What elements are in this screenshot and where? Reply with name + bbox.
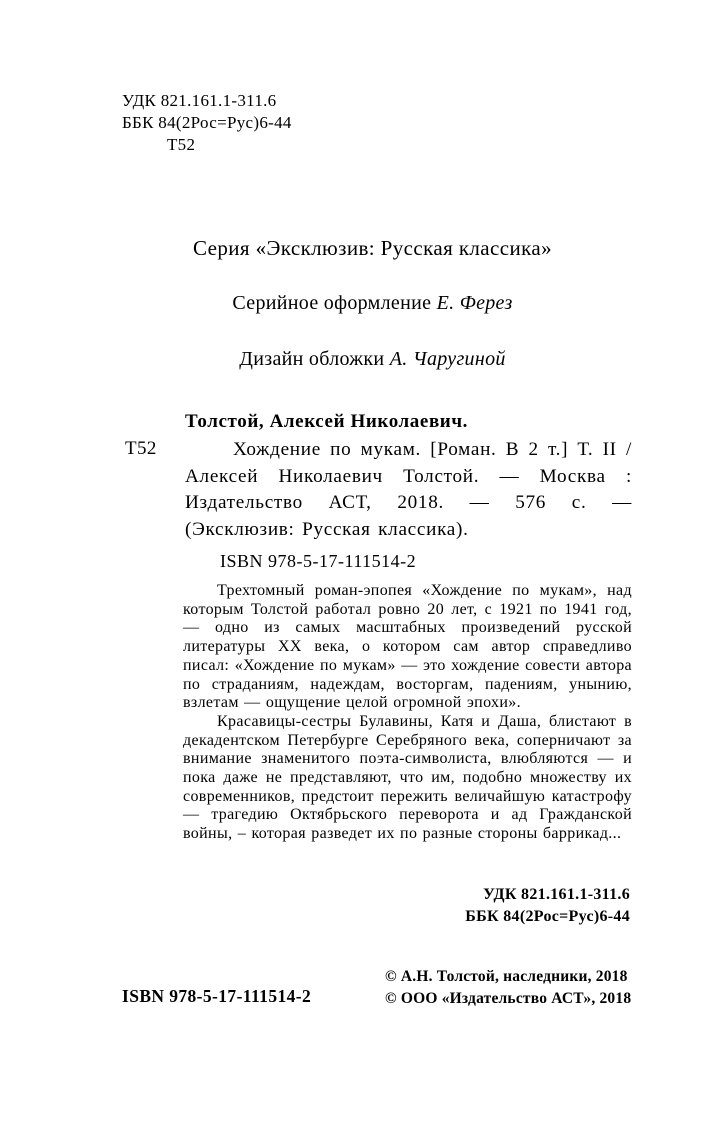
author-sign-top: Т52 bbox=[167, 135, 196, 154]
udk-code-bottom: УДК 821.161.1-311.6 bbox=[483, 886, 630, 903]
copyright-author: © А.Н. Толстой, наследники, 2018 bbox=[385, 968, 628, 985]
isbn-footer: ISBN 978-5-17-111514-2 bbox=[122, 986, 312, 1006]
bbk-code-bottom: ББК 84(2Рос=Рус)6-44 bbox=[465, 908, 630, 925]
isbn-catalog: ISBN 978-5-17-111514-2 bbox=[220, 551, 417, 571]
bottom-classification-codes bbox=[465, 884, 630, 928]
bbk-code-top: ББК 84(2Рос=Рус)6-44 bbox=[122, 113, 292, 132]
copyright-block bbox=[385, 966, 631, 1010]
cover-designer-name: А. Чаругиной bbox=[389, 348, 506, 370]
series-design-label: Серийное оформление bbox=[232, 292, 432, 314]
annotation-paragraph-2: Красавицы-сестры Булавины, Катя и Даша, блистают в декадентском Петербурге Серебряного века, соперничают за внимание знаменитого поэта-символиста, влюбляются — и пока даже не представляют, что им, подобно множеству их современников, предстоит пережить величайшую катастрофу — трагедию Октябрьского переворота и ад Гражданской войны, – которая разведет их по разные стороны баррикад... bbox=[183, 712, 632, 843]
series-designer-name: Е. Ферез bbox=[436, 292, 513, 314]
catalog-entry: Хождение по мукам. [Роман. В 2 т.] Т. II / Алексей Николаевич Толстой. — Москва : Издательство АСТ, 2018. — 576 с. — (Эксклюзив: Русская классика). bbox=[185, 439, 632, 540]
annotation-block bbox=[183, 582, 632, 844]
catalog-author-sign: Т52 bbox=[125, 438, 157, 459]
series-title: Серия «Эксклюзив: Русская классика» bbox=[192, 236, 553, 260]
catalog-author: Толстой, Алексей Николаевич. bbox=[185, 411, 469, 432]
cover-design-label: Дизайн обложки bbox=[239, 348, 385, 370]
series-design-credit bbox=[100, 292, 645, 315]
copyright-publisher: © ООО «Издательство АСТ», 2018 bbox=[385, 990, 632, 1007]
cover-design-credit bbox=[100, 348, 645, 371]
annotation-paragraph-1: Трехтомный роман-эпопея «Хождение по мукам», над которым Толстой работал ровно 20 лет, с 1921 по 1941 год, — одно из самых масштабных произведений русской литературы XX века, о котором сам автор справедливо писал: «Хождение по мукам» — это хождение совести автора по страданиям, надеждам, восторгам, падениям, унынию, взлетам — ощущение целой огромной эпохи». bbox=[183, 582, 632, 712]
udk-code-top: УДК 821.161.1-311.6 bbox=[122, 91, 277, 110]
top-classification-codes bbox=[122, 90, 292, 156]
